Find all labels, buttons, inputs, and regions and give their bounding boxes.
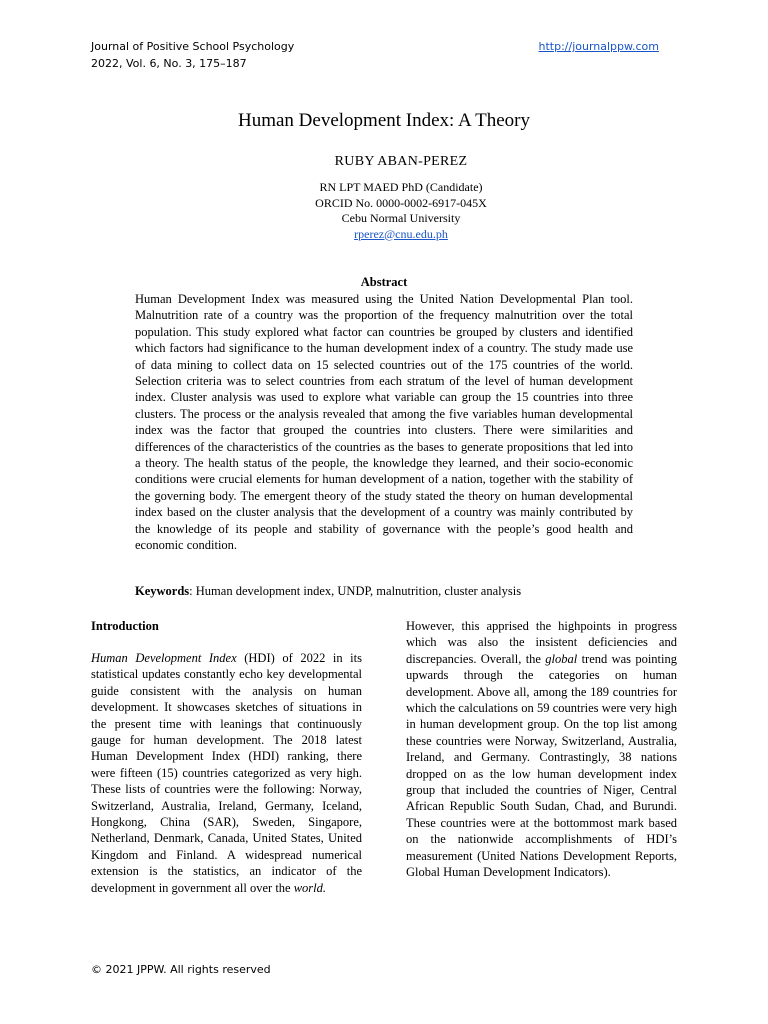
affiliation-credentials: RN LPT MAED PhD (Candidate)	[319, 180, 483, 194]
journal-volume: 2022, Vol. 6, No. 3, 175–187	[91, 57, 247, 70]
introduction-right-column	[406, 618, 677, 881]
keywords-text: : Human development index, UNDP, malnutrition, cluster analysis	[189, 584, 522, 598]
right-column-text-2: trend was pointing upwards through the categories on human development. Above all, among the 189 countries for which the calculations on 59 countries were very high in human development group. On the top list among these countries were Norway, Switzerland, Australia, Ireland, and Germany. Contrastingly, 38 nations dropped on as the low human development index group that included the countries of Niger, Central African Republic South Sudan, Chad, and Burundi. These countries were at the bottommost mark based on the nationwide accomplishments of HDI’s measurement (United Nations Development Reports, Global Human Development Indicators).	[406, 651, 677, 880]
affiliation-orcid: ORCID No. 0000-0002-6917-045X	[315, 195, 487, 210]
author-name: RUBY ABAN-PEREZ	[334, 154, 468, 169]
abstract-heading: Abstract	[360, 275, 408, 289]
author-email-link[interactable]: rperez@cnu.edu.ph	[354, 226, 448, 241]
journal-name: Journal of Positive School Psychology	[91, 40, 295, 53]
paper-title: Human Development Index: A Theory	[238, 110, 530, 131]
journal-info	[91, 38, 294, 72]
right-column-text-1: However, this apprised the highpoints in progress which was also the insistent deficiencies and discrepancies. Overall, the	[406, 619, 677, 666]
author-affiliation	[0, 180, 768, 242]
introduction-left-column	[91, 650, 362, 896]
keywords-label: Keywords	[135, 584, 190, 598]
keywords	[135, 584, 633, 599]
introduction-heading: Introduction	[91, 619, 159, 633]
copyright-footer: © 2021 JPPW. All rights reserved	[91, 963, 271, 976]
abstract-text: Human Development Index was measured using the United Nation Developmental Plan tool. Malnutrition rate of a country was the proportion of the frequency malnutrition over the total population. This study explored what factor can countries be grouped by clusters and identified which factors had significance to the human development index of a country. The study made use of data mining to collect data on 15 selected countries out of the 175 countries of the world. Selection criteria was to select countries from each stratum of the level of human development index. Cluster analysis was used to explore what variable can group the 15 countries into three clusters. The process or the analysis revealed that among the five variables human developmental index was the factor that grouped the countries into clusters. There were similarities and differences of the characteristics of the countries as the bases to generate propositions that led into a theory. The health status of the people, the knowledge they learned, and their socio-economic conditions were crucial elements for human development of a nation, together with the stability of the governing body. The emergent theory of the study stated the theory on human developmental index based on the cluster analysis that the development of a country was mainly contributed by the knowledge of its people and stability of governance with the people’s good health and economic condition.	[135, 292, 633, 553]
left-column-text: (HDI) of 2022 in its statistical updates constantly echo key developmental guide consistent with the analysis on human development. It showcases sketches of situations in the present time with leanings that continuously gauge for human development. The 2018 latest Human Development Index (HDI) ranking, there were fifteen (15) countries categorized as very high. These lists of countries were the following: Norway, Switzerland, Australia, Ireland, Germany, Iceland, Hongkong, China (SAR), Sweden, Singapore, Netherland, Denmark, Canada, United States, United Kingdom and Finland. A widespread numerical extension is the statistics, an indicator of the development in government all over the	[91, 651, 362, 895]
affiliation-university: Cebu Normal University	[341, 211, 461, 225]
left-column-italic-end: world.	[293, 880, 327, 895]
hdi-italic-term: Human Development Index	[91, 651, 237, 665]
global-italic-term: global	[545, 651, 578, 666]
journal-url-link[interactable]: http://journalppw.com	[538, 40, 659, 53]
